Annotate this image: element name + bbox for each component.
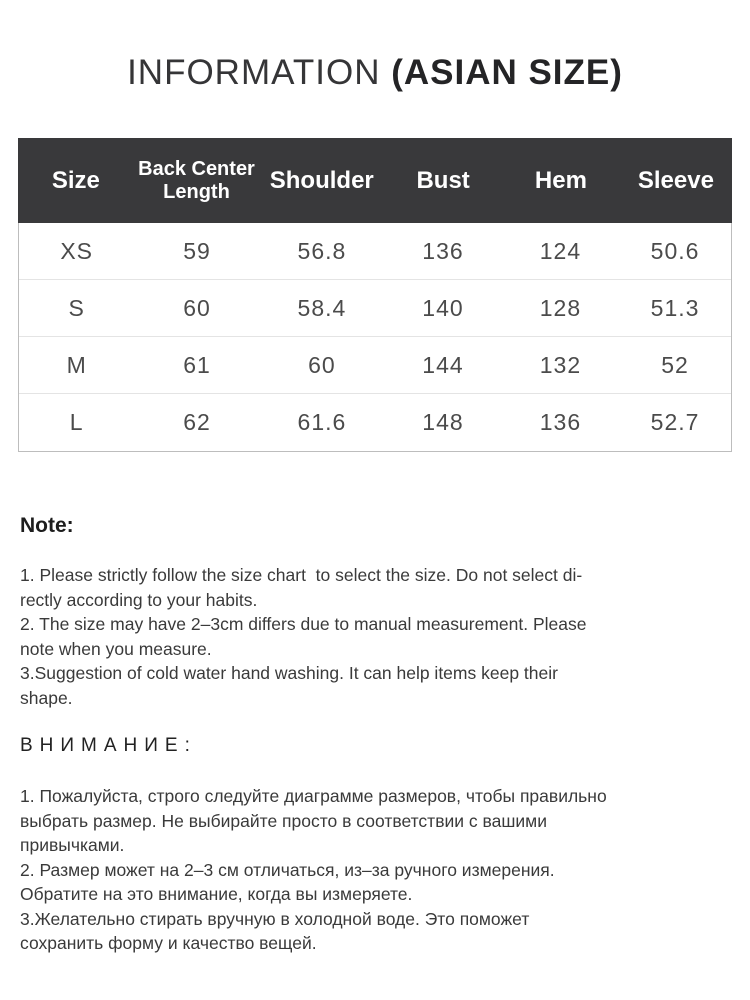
- note-line: 2. The size may have 2–3cm differs due to manual measurement. Please: [20, 614, 587, 634]
- attention-line: Обратите на это внимание, когда вы измеряете.: [20, 884, 413, 904]
- table-cell: 61: [183, 351, 211, 378]
- table-cell: 140: [422, 294, 464, 321]
- table-cell: 124: [539, 237, 582, 264]
- table-cell: 52.7: [650, 409, 700, 435]
- attention-line: привычками.: [20, 835, 125, 855]
- table-cell: 51.3: [650, 294, 700, 321]
- table-cell: 56.8: [297, 237, 347, 264]
- note-line: shape.: [20, 687, 73, 708]
- note-line: 3.Suggestion of cold water hand washing. It can help items keep their: [20, 663, 558, 683]
- notes-section: [20, 514, 730, 956]
- size-table-body: [18, 223, 732, 452]
- note-heading: Note:: [20, 514, 74, 537]
- table-row-l: [19, 394, 731, 451]
- note-line: rectly according to your habits.: [20, 589, 258, 610]
- col-header-hem: Hem: [534, 166, 587, 194]
- attention-heading: ВНИМАНИЕ:: [20, 735, 197, 756]
- table-cell: 59: [183, 237, 211, 264]
- note-text-russian: [20, 784, 730, 956]
- table-cell: 144: [422, 351, 464, 378]
- table-cell: 128: [539, 294, 582, 321]
- attention-line: 3.Желательно стирать вручную в холодной воде. Это поможет: [20, 908, 530, 929]
- title-information: INFORMATION: [127, 53, 392, 92]
- table-cell: XS: [60, 237, 94, 264]
- table-cell: 60: [308, 351, 336, 378]
- table-cell: 136: [422, 237, 464, 264]
- attention-line: 1. Пожалуйста, строго следуйте диаграмме размеров, чтобы правильно: [20, 786, 607, 806]
- attention-line: сохранить форму и качество вещей.: [20, 933, 317, 953]
- table-row-m: [19, 337, 731, 394]
- col-header-sleeve: Sleeve: [637, 166, 714, 194]
- table-cell: 62: [183, 409, 211, 435]
- table-cell: 136: [539, 409, 582, 435]
- table-cell: S: [68, 294, 85, 321]
- attention-line: выбрать размер. Не выбирайте просто в соответствии с вашими: [20, 810, 547, 831]
- size-chart-table: [18, 138, 732, 452]
- col-header-back-center-length: Back Center Length: [138, 158, 255, 203]
- table-cell: L: [69, 409, 84, 435]
- col-header-size: Size: [51, 166, 100, 194]
- note-text-english: [20, 563, 730, 710]
- table-cell: M: [66, 351, 87, 378]
- note-line: 1. Please strictly follow the size chart to select the size. Do not select di-: [20, 565, 583, 585]
- table-cell: 61.6: [297, 409, 347, 435]
- table-cell: 52: [661, 351, 689, 378]
- table-cell: 148: [422, 409, 464, 435]
- page-title: [0, 0, 750, 94]
- size-table-header-row: [18, 138, 732, 223]
- table-cell: 132: [539, 351, 582, 378]
- col-header-shoulder: Shoulder: [269, 166, 374, 194]
- col-header-bust: Bust: [416, 166, 470, 194]
- table-cell: 50.6: [650, 237, 700, 264]
- table-cell: 60: [183, 294, 211, 321]
- table-cell: 58.4: [297, 294, 347, 321]
- title-asian-size: (ASIAN SIZE): [391, 53, 623, 92]
- table-row-xs: [19, 223, 731, 280]
- note-line: note when you measure.: [20, 638, 212, 659]
- attention-line: 2. Размер может на 2–3 см отличаться, из–за ручного измерения.: [20, 859, 555, 880]
- table-row-s: [19, 280, 731, 337]
